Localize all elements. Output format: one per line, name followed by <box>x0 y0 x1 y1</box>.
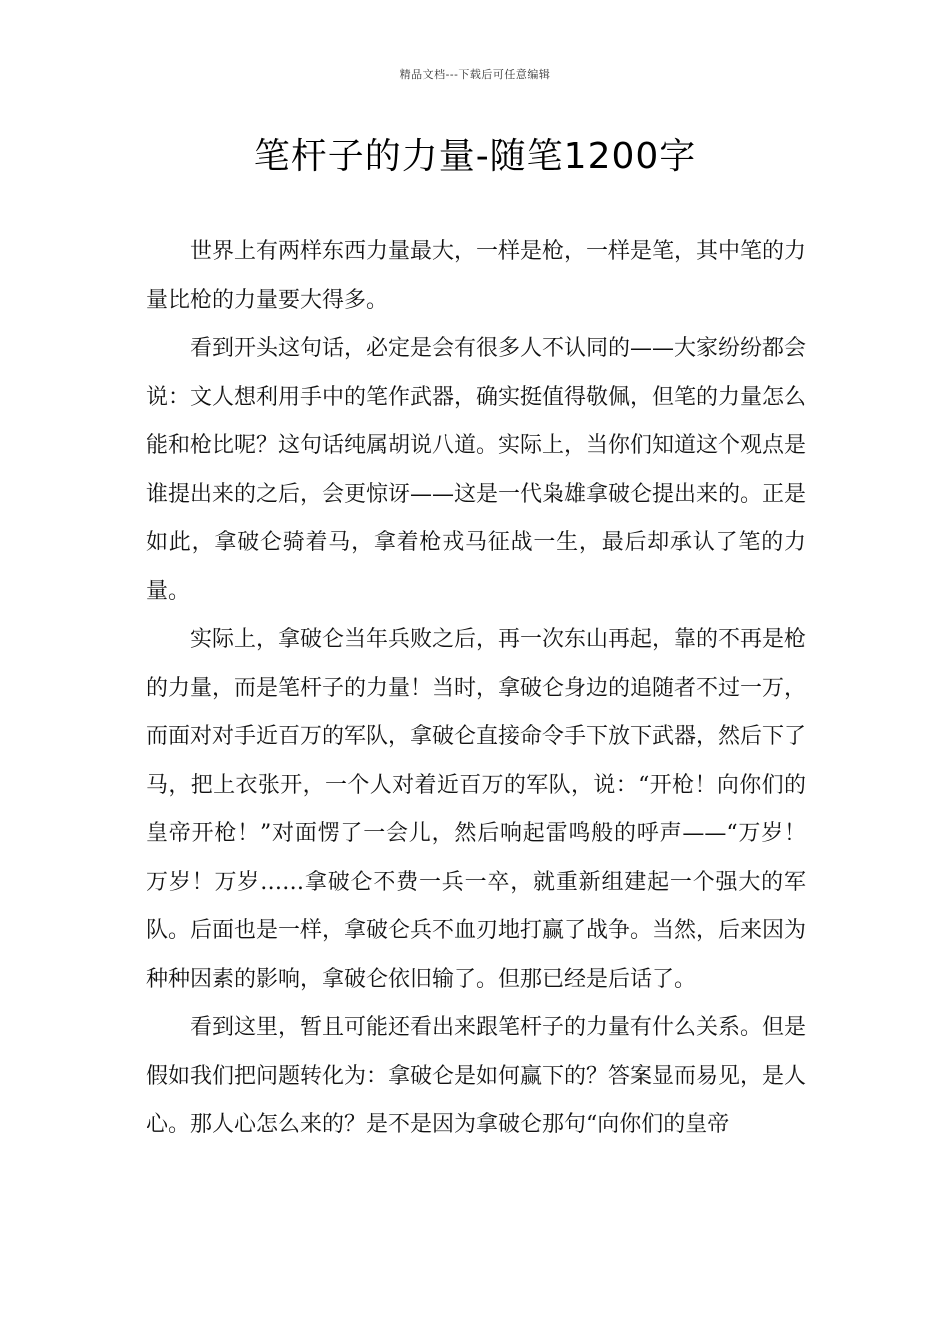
paragraph-3: 实际上，拿破仑当年兵败之后，再一次东山再起，靠的不再是枪的力量，而是笔杆子的力量！当时，拿破仑身边的追随者不过一万，而面对对手近百万的军队，拿破仑直接命令手下放下武器，然后下了马，把上衣张开，一个人对着近百万的军队，说：“开枪！向你们的皇帝开枪！”对面愣了一会儿，然后响起雷鸣般的呼声——“万岁！万岁！万岁……拿破仑不费一兵一卒，就重新组建起一个强大的军队。后面也是一样，拿破仑兵不血刃地打赢了战争。当然，后来因为种种因素的影响，拿破仑依旧输了。但那已经是后话了。 <box>146 627 807 992</box>
paragraph-4: 看到这里，暂且可能还看出来跟笔杆子的力量有什么关系。但是假如我们把问题转化为：拿破仑是如何赢下的？答案显而易见，是人心。那人心怎么来的？是不是因为拿破仑那句“向你们的皇帝 <box>146 1015 807 1137</box>
paragraph-1: 世界上有两样东西力量最大，一样是枪，一样是笔，其中笔的力量比枪的力量要大得多。 <box>146 239 807 313</box>
document-title: 笔杆子的力量-随笔1200字 <box>253 136 697 177</box>
document-body <box>146 228 806 1150</box>
header-note: 精品文档---下载后可任意编辑 <box>399 68 551 81</box>
paragraph-2: 看到开头这句话，必定是会有很多人不认同的——大家纷纷都会说：文人想利用手中的笔作武器，确实挺值得敬佩，但笔的力量怎么能和枪比呢？这句话纯属胡说八道。实际上，当你们知道这个观点是谁提出来的之后，会更惊讶——这是一代枭雄拿破仑提出来的。正是如此，拿破仑骑着马，拿着枪戎马征战一生，最后却承认了笔的力量。 <box>146 336 807 604</box>
